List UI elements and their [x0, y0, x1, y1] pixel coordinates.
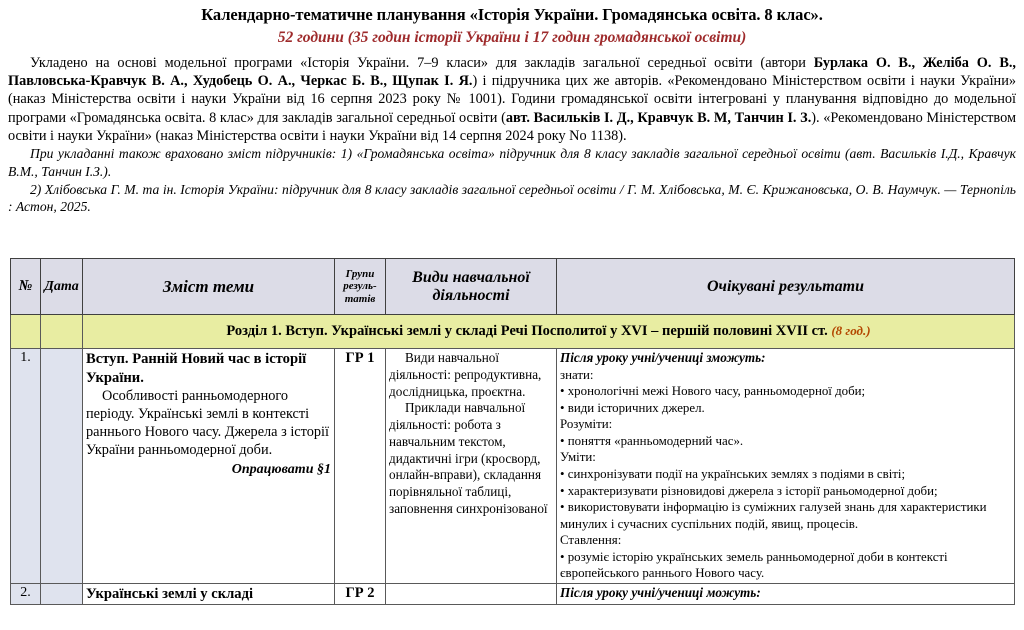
outcomes-lead: Після уроку учні/учениці можуть: [560, 584, 761, 600]
topic-homework: Опрацювати §1 [231, 462, 331, 478]
column-header-activities: Види навчальної діяльності [386, 259, 557, 315]
planning-table-wrapper [10, 258, 1014, 605]
outcomes-lead: Після уроку учні/учениці зможуть: [560, 350, 766, 365]
row-number: 1. [11, 349, 41, 584]
row-date[interactable] [41, 349, 83, 584]
row-number: 2. [11, 583, 41, 605]
column-header-groups: Групи резуль-татів [335, 259, 386, 315]
intro-p1-text1: Укладено на основі модельної програми «Історія України. 7–9 класи» для закладів загальної середньої освіти (автори [30, 54, 814, 71]
activities-types: Види навчальної діяльності: репродуктивна, дослідницька, проєктна. [389, 350, 542, 399]
outcome-item: • синхронізувати події на українських землях з подіями в світі; [560, 466, 906, 481]
outcome-item: • використовувати інформацію із суміжних галузей знань для характеристики минулих і сучасних суспільних подій, явищ, процесів. [560, 500, 987, 531]
outcomes-label-understand: Розуміти: [560, 417, 613, 432]
column-header-number: № [11, 259, 41, 315]
intro-p1-text2: ) і підручника цих же авторів. «Рекомендовано Міністерством освіти і науки України» (наказ Міністерства освіти і науки України від 16 серпня 2023 року № 1001). Години громадянської освіти інтегровані у планування відповідно до модельної програми «Громадянська освіта. 8 клас» для закладів загальної середньої освіти ( [8, 73, 1016, 126]
outcomes-label-able: Уміти: [560, 450, 596, 465]
intro-paragraph-1 [8, 54, 1016, 145]
intro-paragraph-3: 2) Хлібовська Г. М. та ін. Історія України: підручник для 8 класу закладів загальної середньої освіти / Г. М. Хлібовська, М. Є. Крижановська, О. В. Наумчук. — Тернопіль : Астон, 2025. [8, 181, 1016, 215]
outcome-item: • характеризувати різновидові джерела з історії раньомодерної доби; [560, 483, 938, 498]
row-result-group: ГР 1 [335, 349, 386, 584]
section-title-cell [83, 315, 1015, 349]
outcomes-label-attitude: Ставлення: [560, 533, 622, 548]
section-header-row [11, 315, 1015, 349]
intro-section [0, 48, 1024, 216]
planning-table [10, 258, 1015, 605]
row-outcomes-cell [557, 349, 1015, 584]
intro-p1-authors-2: авт. Васильків І. Д., Кравчук В. М, Танчин І. З. [505, 109, 812, 126]
outcome-item: • види історичних джерел. [560, 400, 705, 415]
row-activities-cell [386, 349, 557, 584]
page-title: Календарно-тематичне планування «Історія України. Громадянська освіта. 8 клас». [201, 5, 823, 24]
table-header-row [11, 259, 1015, 315]
page-subtitle: 52 години (35 годин історії України і 17 годин громадянської освіти) [277, 28, 747, 46]
activities-examples: Приклади навчальної діяльності: робота з навчальним текстом, дидактичні ігри (кросворд, онлайн-вправи), складання порівняльної таблиці, заповнення синхронізованої [389, 400, 548, 516]
outcome-item: • хронологічні межі Нового часу, ранньомодерної доби; [560, 384, 866, 399]
column-header-outcomes: Очікувані результати [557, 259, 1015, 315]
intro-p1-text3: ). «Рекомендовано Міністерством освіти і науки України» (наказ Міністерства освіти і науки України від 14 серпня 2024 року No 1138). [8, 109, 1017, 144]
outcome-item: • розуміє історію українських земель ранньомодерної доби в контексті європейського раннього Нового часу. [560, 549, 948, 581]
table-row [11, 583, 1015, 605]
table-row [11, 349, 1015, 584]
topic-heading: Українські землі у складі [86, 585, 254, 602]
topic-body: Особливості ранньомодерного періоду. Українські землі в контексті раннього Нового часу. Джерела з історії України ранньомодерної доби. [86, 388, 329, 458]
intro-paragraph-2: При укладанні також враховано зміст підручників: 1) «Громадянська освіта» підручник для 8 класу закладів загальної середньої освіти (авт. Васильків І.Д., Кравчук В.М., Танчин І.З.). [8, 146, 1016, 179]
row-result-group: ГР 2 [335, 583, 386, 605]
outcome-item: • поняття «ранньомодерний час». [560, 433, 744, 448]
row-outcomes-cell [557, 583, 1015, 605]
outcomes-label-know: знати: [560, 367, 594, 382]
row-date[interactable] [41, 583, 83, 605]
section-title-text: Розділ 1. Вступ. Українські землі у складі Речі Посполитої у XVI – першій половині XVII ст. [226, 323, 832, 339]
intro-p1-authors-1: Бурлака О. В., Желіба О. В., Павловська-Кравчук В. А., Худобець О. А., Черкас Б. В., Щупак І. Я. [8, 54, 1017, 90]
section-hours: (8 год.) [831, 323, 871, 338]
row-topic-cell [83, 349, 335, 584]
section-cell-number [11, 315, 41, 349]
topic-heading: Вступ. Ранній Новий час в історії України. [86, 351, 307, 386]
title-block [0, 0, 1024, 48]
row-activities-cell [386, 583, 557, 605]
column-header-date: Дата [41, 259, 83, 315]
column-header-topic: Зміст теми [83, 259, 335, 315]
row-topic-cell [83, 583, 335, 605]
section-cell-date [41, 315, 83, 349]
